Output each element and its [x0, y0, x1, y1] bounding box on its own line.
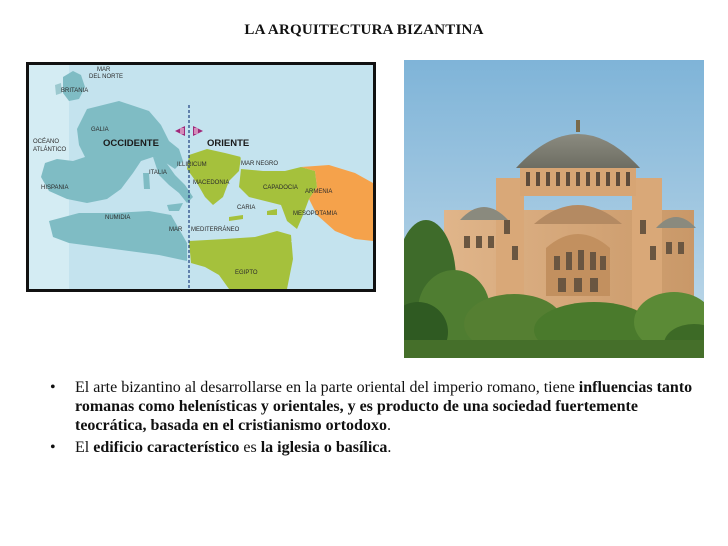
label-illiricum: ILLIRICUM [177, 162, 207, 168]
hagia-sophia-illustration [404, 60, 704, 358]
label-egipto: EGIPTO [235, 270, 258, 276]
bullet-item [50, 438, 700, 457]
label-oceano-1: OCÉANO [33, 139, 60, 145]
arrow-left-tail [180, 128, 184, 134]
label-caria: CARIA [237, 205, 256, 211]
bullet-2-part-3: es [239, 439, 261, 456]
label-mar-negro: MAR NEGRO [241, 161, 279, 167]
label-armenia: ARMENIA [305, 189, 333, 195]
photo-dome-finial [576, 120, 580, 132]
bullet-1-part-3: . [386, 417, 391, 434]
bullet-item [50, 378, 700, 435]
label-mar-norte-2: DEL NORTE [89, 74, 124, 80]
label-galia: GALIA [91, 127, 109, 133]
bullet-1-part-2: influencias tanto romanas como helenísticas y orientales, y es producto de una sociedad fuertemente teocrática, basada en el cristianismo ortodoxo [75, 379, 693, 434]
bullet-marker: • [50, 439, 56, 456]
bullet-1-part-1: El arte bizantino al desarrollarse en la parte oriental del imperio romano, tiene [75, 379, 579, 396]
bullet-2-part-4: la iglesia o basílica [260, 439, 388, 456]
label-macedonia: MACEDONIA [193, 180, 230, 186]
label-mar: MAR [169, 227, 183, 233]
label-oceano-2: ATLÁNTICO [33, 147, 67, 153]
label-italia: ITALIA [149, 170, 167, 176]
label-occidente: OCCIDENTE [103, 138, 159, 149]
map-svg [29, 65, 373, 289]
bullet-2-part-2: edificio característico [93, 439, 240, 456]
label-britania: BRITANIA [61, 88, 89, 94]
label-capadocia: CAPADOCIA [263, 185, 298, 191]
label-mar-norte-1: MAR [97, 67, 111, 73]
arrow-right-tail [194, 128, 198, 134]
bullet-marker: • [50, 379, 56, 396]
label-hispania: HISPANIA [41, 185, 69, 191]
label-mesopotamia: MESOPOTAMIA [293, 211, 338, 217]
slide-title: LA ARQUITECTURA BIZANTINA [244, 22, 484, 38]
label-mediterraneo: MEDITERRÁNEO [191, 227, 240, 233]
bullet-list [50, 378, 700, 460]
label-oriente: ORIENTE [207, 138, 250, 149]
bullet-2-part-1: El [75, 439, 94, 456]
roman-empire-map [26, 62, 376, 292]
bullet-2-part-5: . [387, 439, 392, 456]
label-numidia: NUMIDIA [105, 215, 131, 221]
hagia-sophia-photo [404, 60, 704, 358]
